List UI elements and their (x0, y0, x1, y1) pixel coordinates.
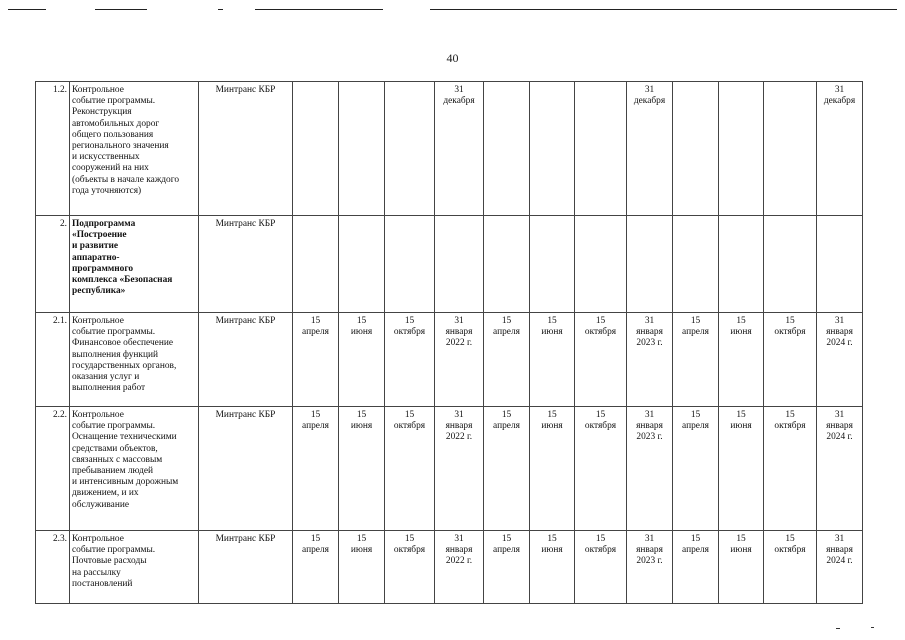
header-rule-1 (8, 9, 46, 10)
table-body (36, 82, 863, 604)
deadline-cell: 15 июня (719, 313, 764, 407)
deadline-cell: 15 июня (530, 313, 575, 407)
deadline-cell: 31 января 2024 г. (817, 531, 863, 604)
table-row (36, 313, 863, 407)
deadline-cell: 15 июня (339, 407, 385, 531)
responsible-executor: Минтранс КБР (199, 82, 293, 216)
schedule-table (35, 81, 863, 604)
row-number: 2. (36, 216, 70, 313)
deadline-cell: 15 апреля (484, 407, 530, 531)
deadline-cell (385, 82, 435, 216)
table-row (36, 407, 863, 531)
deadline-cell (385, 216, 435, 313)
deadline-cell: 31 января 2023 г. (627, 531, 673, 604)
deadline-cell: 15 апреля (484, 313, 530, 407)
deadline-cell: 31 января 2024 г. (817, 313, 863, 407)
header-rule-3 (218, 9, 223, 10)
row-number: 2.1. (36, 313, 70, 407)
deadline-cell (817, 216, 863, 313)
event-name: Контрольное событие программы. Оснащение техническими средствами объектов, связанных с массовым пребыванием людей и интенсивным дорожным движением, и их обслуживание (70, 407, 199, 531)
corner-mark-2 (871, 627, 874, 628)
table-row (36, 531, 863, 604)
deadline-cell: 15 июня (530, 531, 575, 604)
deadline-cell: 15 апреля (673, 531, 719, 604)
deadline-cell (293, 82, 339, 216)
deadline-cell (339, 216, 385, 313)
deadline-cell: 15 октября (385, 531, 435, 604)
deadline-cell (627, 216, 673, 313)
event-name: Подпрограмма «Построение и развитие аппаратно- программного комплекса «Безопасная республика» (70, 216, 199, 313)
deadline-cell: 31 января 2023 г. (627, 313, 673, 407)
deadline-cell: 15 октября (385, 313, 435, 407)
deadline-cell (575, 216, 627, 313)
row-number: 2.2. (36, 407, 70, 531)
deadline-cell: 15 октября (764, 407, 817, 531)
header-rule-4 (255, 9, 383, 10)
deadline-cell: 15 октября (575, 407, 627, 531)
deadline-cell: 15 октября (385, 407, 435, 531)
row-number: 1.2. (36, 82, 70, 216)
deadline-cell (673, 216, 719, 313)
deadline-cell: 31 января 2023 г. (627, 407, 673, 531)
deadline-cell: 15 июня (719, 407, 764, 531)
header-rule-2 (95, 9, 147, 10)
deadline-cell (435, 216, 484, 313)
deadline-cell (530, 82, 575, 216)
deadline-cell (530, 216, 575, 313)
responsible-executor: Минтранс КБР (199, 407, 293, 531)
deadline-cell: 15 апреля (293, 313, 339, 407)
deadline-cell (764, 82, 817, 216)
deadline-cell: 31 декабря (435, 82, 484, 216)
deadline-cell: 31 декабря (817, 82, 863, 216)
deadline-cell: 31 декабря (627, 82, 673, 216)
deadline-cell: 15 июня (719, 531, 764, 604)
deadline-cell: 15 июня (339, 531, 385, 604)
deadline-cell: 15 октября (575, 313, 627, 407)
deadline-cell (484, 82, 530, 216)
row-number: 2.3. (36, 531, 70, 604)
event-name: Контрольное событие программы. Реконструкция автомобильных дорог общего пользования регионального значения и искусственных сооружений на них (объекты в начале каждого года уточняются) (70, 82, 199, 216)
deadline-cell: 15 апреля (673, 407, 719, 531)
deadline-cell: 15 октября (764, 313, 817, 407)
responsible-executor: Минтранс КБР (199, 313, 293, 407)
deadline-cell (719, 82, 764, 216)
table-row (36, 82, 863, 216)
responsible-executor: Минтранс КБР (199, 531, 293, 604)
deadline-cell (484, 216, 530, 313)
table-row (36, 216, 863, 313)
deadline-cell (764, 216, 817, 313)
deadline-cell: 15 апреля (484, 531, 530, 604)
deadline-cell (339, 82, 385, 216)
deadline-cell: 31 января 2022 г. (435, 531, 484, 604)
deadline-cell: 15 октября (764, 531, 817, 604)
event-name: Контрольное событие программы. Почтовые расходы на рассылку постановлений (70, 531, 199, 604)
deadline-cell: 31 января 2022 г. (435, 313, 484, 407)
deadline-cell: 15 октября (575, 531, 627, 604)
deadline-cell: 15 апреля (673, 313, 719, 407)
deadline-cell (293, 216, 339, 313)
corner-mark-1 (836, 628, 840, 629)
responsible-executor: Минтранс КБР (199, 216, 293, 313)
deadline-cell: 15 апреля (293, 407, 339, 531)
deadline-cell: 31 января 2022 г. (435, 407, 484, 531)
deadline-cell (673, 82, 719, 216)
header-rule-5 (430, 9, 897, 10)
event-name: Контрольное событие программы. Финансовое обеспечение выполнения функций государственных органов, оказания услуг и выполнения работ (70, 313, 199, 407)
page-number: 40 (446, 51, 459, 65)
deadline-cell (719, 216, 764, 313)
deadline-cell: 15 июня (339, 313, 385, 407)
deadline-cell (575, 82, 627, 216)
deadline-cell: 15 апреля (293, 531, 339, 604)
deadline-cell: 31 января 2024 г. (817, 407, 863, 531)
deadline-cell: 15 июня (530, 407, 575, 531)
